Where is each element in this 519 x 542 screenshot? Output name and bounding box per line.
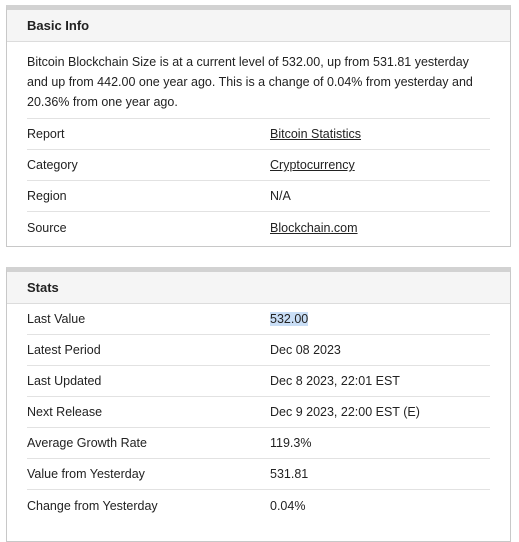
stats-header: Stats (7, 272, 510, 304)
stats-label-average-growth-rate: Average Growth Rate (27, 436, 147, 450)
stats-row-value-from-yesterday (27, 459, 490, 490)
info-label-region: Region (27, 189, 67, 203)
info-row-category (27, 150, 490, 181)
stats-label-last-value: Last Value (27, 312, 86, 326)
stats-label-value-from-yesterday: Value from Yesterday (27, 467, 145, 481)
stats-label-change-from-yesterday: Change from Yesterday (27, 498, 158, 513)
stats-label-latest-period: Latest Period (27, 343, 101, 357)
basic-info-header: Basic Info (7, 10, 510, 42)
stats-row-average-growth-rate (27, 428, 490, 459)
info-row-source (27, 212, 490, 243)
stats-row-last-updated (27, 366, 490, 397)
stats-value-value-from-yesterday: 531.81 (270, 467, 309, 481)
basic-info-body (7, 42, 510, 243)
last-value-selected-text[interactable]: 532.00 (270, 312, 309, 326)
stats-value-last-updated: Dec 8 2023, 22:01 EST (270, 374, 400, 388)
stats-label-next-release: Next Release (27, 405, 103, 419)
stats-row-change-from-yesterday (27, 490, 490, 521)
stats-row-last-value (27, 304, 490, 335)
stats-value-change-from-yesterday: 0.04% (270, 498, 306, 513)
stats-row-latest-period (27, 335, 490, 366)
stats-card (6, 267, 511, 542)
region-value: N/A (270, 189, 291, 203)
info-row-region (27, 181, 490, 212)
basic-info-description: Bitcoin Blockchain Size is at a current level of 532.00, up from 531.81 yesterday and up from 442.00 one year ago. This is a change of 0.04% from yesterday and 20.36% from one year ago. (27, 42, 490, 119)
info-row-report (27, 119, 490, 150)
info-label-category: Category (27, 158, 78, 172)
source-link[interactable]: Blockchain.com (270, 220, 358, 235)
stats-body (7, 304, 510, 521)
category-link[interactable]: Cryptocurrency (270, 158, 355, 172)
basic-info-card (6, 5, 511, 247)
report-link[interactable]: Bitcoin Statistics (270, 127, 362, 141)
stats-row-next-release (27, 397, 490, 428)
stats-label-last-updated: Last Updated (27, 374, 102, 388)
stats-value-latest-period: Dec 08 2023 (270, 343, 341, 357)
stats-value-next-release: Dec 9 2023, 22:00 EST (E) (270, 405, 420, 419)
info-label-report: Report (27, 127, 65, 141)
info-label-source: Source (27, 220, 67, 235)
stats-value-average-growth-rate: 119.3% (270, 436, 312, 450)
